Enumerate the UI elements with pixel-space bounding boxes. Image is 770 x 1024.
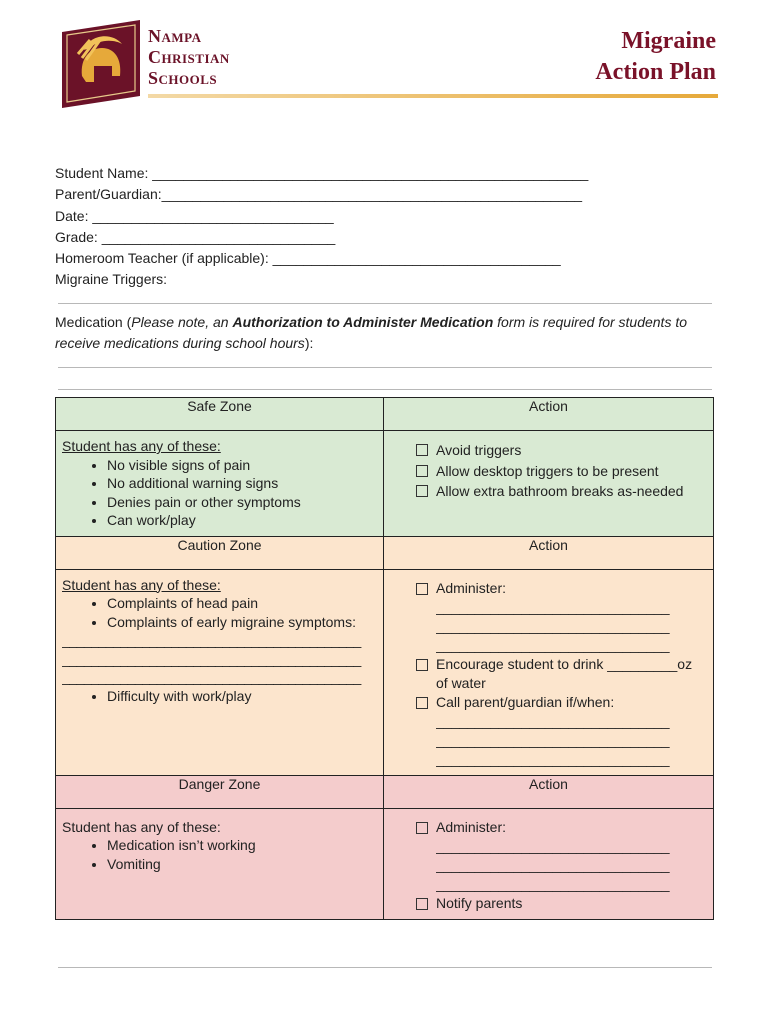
danger-intro: Student has any of these:: [62, 818, 221, 835]
list-item: • Medication isn’t working: [107, 836, 377, 855]
caution-zone-title: Caution Zone: [56, 536, 384, 569]
call-blank-line[interactable]: ______________________________: [436, 712, 670, 729]
danger-zone-header: [56, 775, 714, 808]
school-logo: [60, 18, 142, 110]
symptom-blank-line[interactable]: _________________________________________: [62, 632, 361, 648]
danger-administer-checkbox[interactable]: [416, 818, 707, 837]
grade-field[interactable]: Grade: ______________________________: [55, 228, 336, 245]
list-item: • Can work/play: [107, 511, 377, 530]
medication-line-2[interactable]: [58, 389, 712, 390]
list-item: • Complaints of early migraine symptoms:: [107, 613, 377, 632]
administer-blank-line[interactable]: ______________________________: [436, 636, 670, 653]
safe-zone-header: [56, 398, 714, 431]
medication-note-tail: form is required for students to receive medications during school hours: [55, 314, 688, 351]
student-info-fields: [55, 163, 588, 291]
symptom-blank-line[interactable]: _________________________________________: [62, 650, 361, 667]
symptom-blank-line[interactable]: _________________________________________: [62, 669, 361, 685]
danger-action-title: Action: [384, 775, 714, 808]
brand-line-1: Nampa: [148, 26, 202, 46]
caution-action-title: Action: [384, 536, 714, 569]
date-field[interactable]: Date: _______________________________: [55, 207, 334, 224]
medication-label: Medication (: [55, 314, 132, 330]
administer-blank-line[interactable]: ______________________________: [436, 617, 670, 634]
administer-blank-line[interactable]: ______________________________: [436, 837, 670, 854]
danger-zone-row: [56, 808, 714, 919]
medication-note: [55, 312, 715, 354]
checkbox-label: Allow desktop triggers to be present: [436, 462, 659, 479]
drink-water-continued: of water: [436, 674, 486, 691]
call-blank-line[interactable]: ______________________________: [436, 731, 670, 748]
checkbox-label: Call parent/guardian if/when:: [436, 693, 615, 710]
bathroom-breaks-checkbox[interactable]: [416, 481, 707, 502]
zone-table: [55, 397, 714, 920]
caution-intro: Student has any of these:: [62, 576, 221, 593]
administer-blank-line[interactable]: ______________________________: [436, 856, 670, 873]
parent-guardian-field[interactable]: Parent/Guardian:______________________________________________________: [55, 186, 583, 203]
checkbox-label: Avoid triggers: [436, 442, 522, 458]
migraine-triggers-field[interactable]: Migraine Triggers:: [55, 271, 168, 288]
list-item: • No visible signs of pain: [107, 456, 377, 475]
checkbox-label: Encourage student to drink _________oz: [436, 655, 693, 672]
medication-suffix: ):: [304, 335, 314, 351]
safe-zone-row: [56, 431, 714, 537]
safe-action-title: Action: [384, 398, 714, 431]
caution-administer-checkbox[interactable]: [416, 579, 707, 598]
checkbox-label: Administer:: [436, 579, 507, 596]
list-item: • Vomiting: [107, 855, 377, 874]
brand-line-3: Schools: [148, 68, 218, 88]
checkbox-label: Notify parents: [436, 894, 523, 911]
caution-zone-row: [56, 569, 714, 775]
avoid-triggers-checkbox[interactable]: [416, 440, 707, 461]
list-item: • No additional warning signs: [107, 474, 377, 493]
safe-zone-title: Safe Zone: [56, 398, 384, 431]
homeroom-teacher-field[interactable]: Homeroom Teacher (if applicable): _____________________________________: [55, 250, 561, 267]
call-parent-checkbox[interactable]: [416, 693, 707, 712]
list-item: • Denies pain or other symptoms: [107, 493, 377, 512]
checkbox-label: Allow extra bathroom breaks as-needed: [436, 483, 684, 499]
title-line-1: Migraine: [621, 28, 716, 54]
triggers-line[interactable]: [58, 303, 712, 304]
administer-blank-line[interactable]: ______________________________: [436, 875, 670, 892]
checkbox-label: Administer:: [436, 818, 507, 835]
authorization-form-name: Authorization to Administer Medication: [232, 314, 494, 330]
title-line-2: Action Plan: [595, 59, 716, 85]
footer-rule: [58, 967, 712, 968]
page-title: [595, 26, 716, 88]
danger-zone-title: Danger Zone: [56, 775, 384, 808]
school-name: [148, 26, 230, 89]
list-item: • Difficulty with work/play: [107, 687, 377, 706]
drink-water-checkbox[interactable]: [416, 655, 707, 674]
list-item: • Complaints of head pain: [107, 594, 377, 613]
medication-note-lead: Please note, an: [131, 314, 233, 330]
student-name-field[interactable]: Student Name: ________________________________________________________: [55, 165, 589, 181]
medication-line-1[interactable]: [58, 367, 712, 368]
header-divider: [148, 94, 718, 98]
brand-line-2: Christian: [148, 47, 230, 67]
administer-blank-line[interactable]: ______________________________: [436, 598, 670, 615]
notify-parents-checkbox[interactable]: [416, 894, 707, 913]
caution-zone-header: [56, 536, 714, 569]
safe-intro: Student has any of these:: [62, 438, 221, 454]
desktop-triggers-checkbox[interactable]: [416, 461, 707, 482]
call-blank-line[interactable]: ______________________________: [436, 750, 670, 767]
